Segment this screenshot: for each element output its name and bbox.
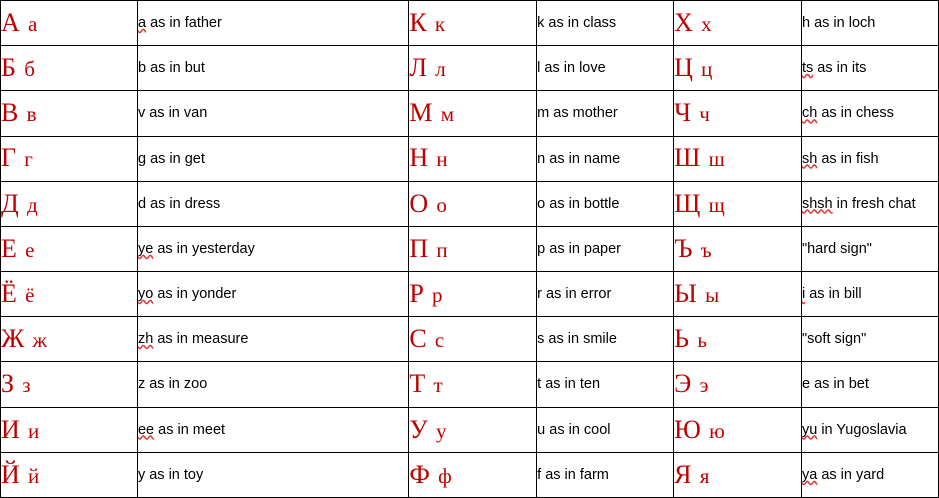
pronunciation-cell [137,407,408,452]
lowercase-letter: п [436,237,449,262]
pronunciation-cell [537,226,674,271]
transliteration-text: e [801,376,811,393]
letter-pair-cell [674,272,802,317]
uppercase-letter: И [1,414,21,444]
lowercase-letter: з [22,373,32,398]
letter-pair-cell [674,407,802,452]
pronunciation-cell [801,272,938,317]
pronunciation-example-text: as in its [813,60,867,77]
pronunciation-example-text: as in class [544,15,617,32]
letter-pair-cell [409,181,537,226]
lowercase-letter: с [434,328,446,353]
pronunciation-example-text: as in measure [153,331,249,348]
pronunciation-cell [801,452,938,497]
table-row [1,452,939,497]
lowercase-letter: о [436,192,448,217]
pronunciation-cell [537,181,674,226]
transliteration-text: t [537,376,542,393]
lowercase-letter: в [26,102,38,127]
pronunciation-cell [537,317,674,362]
pronunciation-example-text: as in bill [805,286,862,303]
uppercase-letter: Н [409,143,430,173]
transliteration-text: shsh [801,195,833,212]
pronunciation-cell [537,91,674,136]
letter-pair-cell [1,91,138,136]
transliteration-text: a [137,15,147,32]
pronunciation-example-text: in fresh chat [832,195,916,212]
lowercase-letter: л [435,57,447,82]
lowercase-letter: ъ [700,237,713,262]
transliteration-text: b [137,60,147,77]
pronunciation-example-text: as in paper [545,240,622,257]
pronunciation-example-text: as in but [146,60,205,77]
pronunciation-example-text: as in bottle [545,195,620,212]
uppercase-letter: Я [674,459,693,489]
letter-pair-cell [674,317,802,362]
uppercase-letter: А [1,7,21,37]
transliteration-text: l [537,60,541,77]
pronunciation-example-text: as mother [549,105,618,122]
letter-pair-cell [409,46,537,91]
transliteration-text: r [537,286,542,303]
lowercase-letter: а [28,11,39,36]
uppercase-letter: Ф [409,459,431,489]
letter-pair-cell [409,136,537,181]
transliteration-text: ts [801,60,814,77]
pronunciation-cell [801,407,938,452]
letter-pair-cell [409,1,537,46]
lowercase-letter: у [435,418,448,443]
pronunciation-cell [801,46,938,91]
pronunciation-cell [137,272,408,317]
pronunciation-cell [137,181,408,226]
pronunciation-cell [537,1,674,46]
letter-pair-cell [409,362,537,407]
pronunciation-example-text: as in van [145,105,208,122]
lowercase-letter: я [699,463,711,488]
table-row [1,136,939,181]
pronunciation-example-text: as in error [542,286,612,303]
pronunciation-cell [537,46,674,91]
pronunciation-example-text: as in ten [541,376,601,393]
letter-pair-cell [1,1,138,46]
letter-pair-cell [1,452,138,497]
letter-pair-cell [409,452,537,497]
pronunciation-cell [801,136,938,181]
transliteration-text: h [801,15,811,32]
letter-pair-cell [674,91,802,136]
pronunciation-cell [137,46,408,91]
uppercase-letter: С [409,324,428,354]
transliteration-text: o [537,195,546,212]
lowercase-letter: ж [32,328,49,353]
uppercase-letter: Ь [674,324,691,354]
pronunciation-example-text: as in bet [810,376,869,393]
uppercase-letter: Ц [674,53,694,83]
transliteration-text: u [537,421,546,438]
uppercase-letter: Ё [1,278,18,308]
uppercase-letter: Г [1,143,18,173]
lowercase-letter: й [28,463,41,488]
letter-pair-cell [1,407,138,452]
letter-pair-cell [409,407,537,452]
pronunciation-example-text: as in farm [541,466,609,483]
lowercase-letter: ю [709,418,726,443]
pronunciation-example-text: as in father [146,15,222,32]
pronunciation-example-text: "hard sign" [801,240,872,257]
uppercase-letter: З [1,369,16,399]
letter-pair-cell [674,136,802,181]
letter-pair-cell [674,452,802,497]
uppercase-letter: У [409,414,429,444]
transliteration-text: i [801,286,806,303]
lowercase-letter: и [28,418,41,443]
transliteration-text: p [537,240,546,257]
pronunciation-example-text: as in dress [146,195,221,212]
pronunciation-example-text: as in smile [544,331,617,348]
lowercase-letter: г [24,147,34,172]
transliteration-text: m [537,105,550,122]
pronunciation-cell [801,362,938,407]
letter-pair-cell [674,362,802,407]
letter-pair-cell [409,317,537,362]
transliteration-text: z [137,376,146,393]
uppercase-letter: Ю [674,414,702,444]
transliteration-text: yu [801,421,818,438]
uppercase-letter: П [409,233,430,263]
uppercase-letter: Е [1,233,18,263]
letter-pair-cell [1,226,138,271]
transliteration-text: ee [137,421,155,438]
pronunciation-example-text: as in love [540,60,606,77]
alphabet-table-body [1,1,939,498]
transliteration-text: n [537,150,546,167]
table-row [1,407,939,452]
transliteration-text: ye [137,240,154,257]
pronunciation-example-text: as in get [146,150,205,167]
transliteration-text: v [137,105,146,122]
letter-pair-cell [1,136,138,181]
uppercase-letter: Ы [674,278,698,308]
lowercase-letter: ц [701,57,714,82]
uppercase-letter: Ж [1,324,26,354]
lowercase-letter: т [433,373,444,398]
lowercase-letter: ё [25,282,36,307]
uppercase-letter: Э [674,369,693,399]
pronunciation-example-text: as in yesterday [153,240,255,257]
pronunciation-cell [801,226,938,271]
pronunciation-example-text: as in yard [817,466,885,483]
letter-pair-cell [674,46,802,91]
uppercase-letter: Й [1,459,21,489]
lowercase-letter: ч [699,102,711,127]
transliteration-text: zh [137,331,154,348]
lowercase-letter: к [434,11,447,36]
letter-pair-cell [674,226,802,271]
pronunciation-cell [537,407,674,452]
uppercase-letter: М [409,98,434,128]
pronunciation-cell [137,1,408,46]
pronunciation-example-text: as in toy [145,466,204,483]
transliteration-text: g [137,150,147,167]
table-row [1,226,939,271]
uppercase-letter: Д [1,188,20,218]
transliteration-text: ch [801,105,818,122]
pronunciation-cell [137,91,408,136]
lowercase-letter: е [25,237,36,262]
uppercase-letter: Ъ [674,233,694,263]
lowercase-letter: н [436,147,449,172]
pronunciation-cell [801,1,938,46]
lowercase-letter: ш [708,147,726,172]
letter-pair-cell [409,272,537,317]
pronunciation-cell [537,136,674,181]
table-row [1,272,939,317]
pronunciation-example-text: as in chess [817,105,894,122]
letter-pair-cell [409,91,537,136]
uppercase-letter: Щ [674,188,702,218]
pronunciation-cell [137,136,408,181]
lowercase-letter: ь [697,328,708,353]
pronunciation-cell [137,226,408,271]
uppercase-letter: О [409,188,430,218]
transliteration-text: d [137,195,147,212]
uppercase-letter: В [1,98,20,128]
pronunciation-cell [137,452,408,497]
transliteration-text: yo [137,286,154,303]
table-row [1,317,939,362]
lowercase-letter: ы [705,282,721,307]
pronunciation-example-text: as in yonder [153,286,237,303]
pronunciation-example-text: in Yugoslavia [817,421,907,438]
pronunciation-example-text: as in cool [545,421,611,438]
lowercase-letter: б [24,57,36,82]
lowercase-letter: ф [438,463,453,488]
letter-pair-cell [1,362,138,407]
table-row [1,91,939,136]
lowercase-letter: р [432,282,444,307]
letter-pair-cell [1,181,138,226]
pronunciation-example-text: as in zoo [145,376,208,393]
transliteration-text: y [137,466,146,483]
pronunciation-cell [537,452,674,497]
letter-pair-cell [409,226,537,271]
transliteration-text: s [537,331,545,348]
table-row [1,46,939,91]
pronunciation-cell [137,362,408,407]
transliteration-text: sh [801,150,818,167]
pronunciation-cell [801,181,938,226]
lowercase-letter: х [701,11,713,36]
table-row [1,362,939,407]
uppercase-letter: Ч [674,98,693,128]
transliteration-text: f [537,466,542,483]
uppercase-letter: Л [409,53,428,83]
letter-pair-cell [674,1,802,46]
letter-pair-cell [1,317,138,362]
pronunciation-cell [537,272,674,317]
pronunciation-example-text: as in fish [817,150,879,167]
letter-pair-cell [1,272,138,317]
uppercase-letter: Х [674,7,694,37]
pronunciation-example-text: as in loch [810,15,876,32]
uppercase-letter: Б [1,53,17,83]
table-row [1,1,939,46]
transliteration-text: k [537,15,545,32]
transliteration-text: ya [801,466,818,483]
letter-pair-cell [1,46,138,91]
letter-pair-cell [674,181,802,226]
uppercase-letter: Р [409,278,425,308]
lowercase-letter: щ [708,192,726,217]
pronunciation-example-text: as in name [545,150,621,167]
lowercase-letter: д [27,192,39,217]
pronunciation-cell [801,91,938,136]
uppercase-letter: Т [409,369,427,399]
lowercase-letter: э [699,373,710,398]
pronunciation-example-text: as in meet [154,421,226,438]
pronunciation-cell [137,317,408,362]
lowercase-letter: м [440,102,455,127]
pronunciation-cell [537,362,674,407]
table-row [1,181,939,226]
uppercase-letter: Ш [674,143,702,173]
pronunciation-cell [801,317,938,362]
uppercase-letter: К [409,7,428,37]
pronunciation-example-text: "soft sign" [801,331,867,348]
